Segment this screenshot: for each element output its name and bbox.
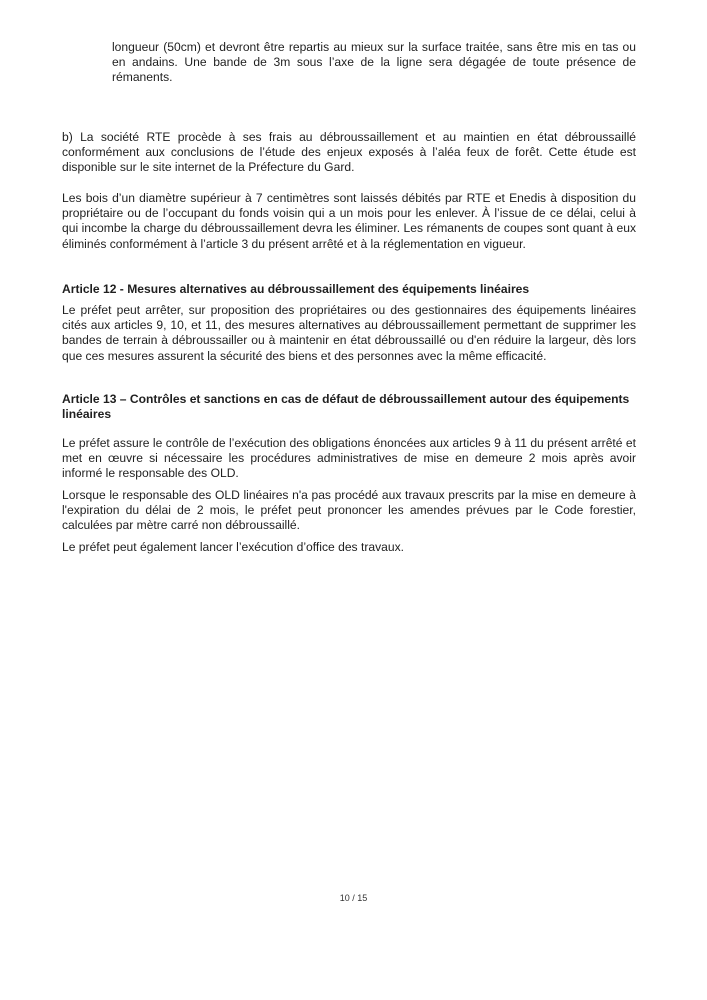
paragraph-rte-debroussaillement: b) La société RTE procède à ses frais au débroussaillement et au maintien en état débroussaillé conformément aux conclusions de l’étude des enjeux exposés à l’aléa feux de forêt. Cette étude est disponible sur le site internet de la Préfecture du Gard. [62,130,636,175]
paragraph-mesures-alternatives: Le préfet peut arrêter, sur proposition des propriétaires ou des gestionnaires des équipements linéaires cités aux articles 9, 10, et 11, des mesures alternatives au débroussaillement permettant de supprimer les bandes de terrain à débroussailler ou à maintenir en état débroussaillé ou d'en réduire la largeur, dès lors que ces mesures assurent la sécurité des biens et des personnes avec la même efficacité. [62,303,636,363]
paragraph-amendes: Lorsque le responsable des OLD linéaires n'a pas procédé aux travaux prescrits par la mise en demeure à l'expiration du délai de 2 mois, le préfet peut prononcer les amendes prévues par le Code forestier, calculées par mètre carré non débroussaillé. [62,488,636,533]
page-number: 10 / 15 [339,893,368,903]
paragraph-execution-office: Le préfet peut également lancer l’exécution d’office des travaux. [62,540,404,554]
paragraph-controle-execution: Le préfet assure le contrôle de l’exécution des obligations énoncées aux articles 9 à 11 du présent arrêté et met en œuvre si nécessaire les procédures administratives de mise en demeure 2 mois après avoir informé le responsable des OLD. [62,436,636,481]
article-13-heading: Article 13 – Contrôles et sanctions en cas de défaut de débroussaillement autour des équipements linéaires [62,392,630,422]
paragraph-remanents-continuation: longueur (50cm) et devront être repartis au mieux sur la surface traitée, sans être mis en tas ou en andains. Une bande de 3m sous l’axe de la ligne sera dégagée de toute présence de rémanents. [112,40,636,85]
paragraph-bois-diametre: Les bois d’un diamètre supérieur à 7 centimètres sont laissés débités par RTE et Enedis à disposition du propriétaire ou de l’occupant du fonds voisin qui a un mois pour les enlever. À l’issue de ce délai, celui à qui incombe la charge du débroussaillement devra les éliminer. Les rémanents de coupes sont quant à eux éliminés conformément à l’article 3 du présent arrêté et à la réglementation en vigueur. [62,191,636,251]
article-12-heading: Article 12 - Mesures alternatives au débroussaillement des équipements linéaires [62,282,530,296]
